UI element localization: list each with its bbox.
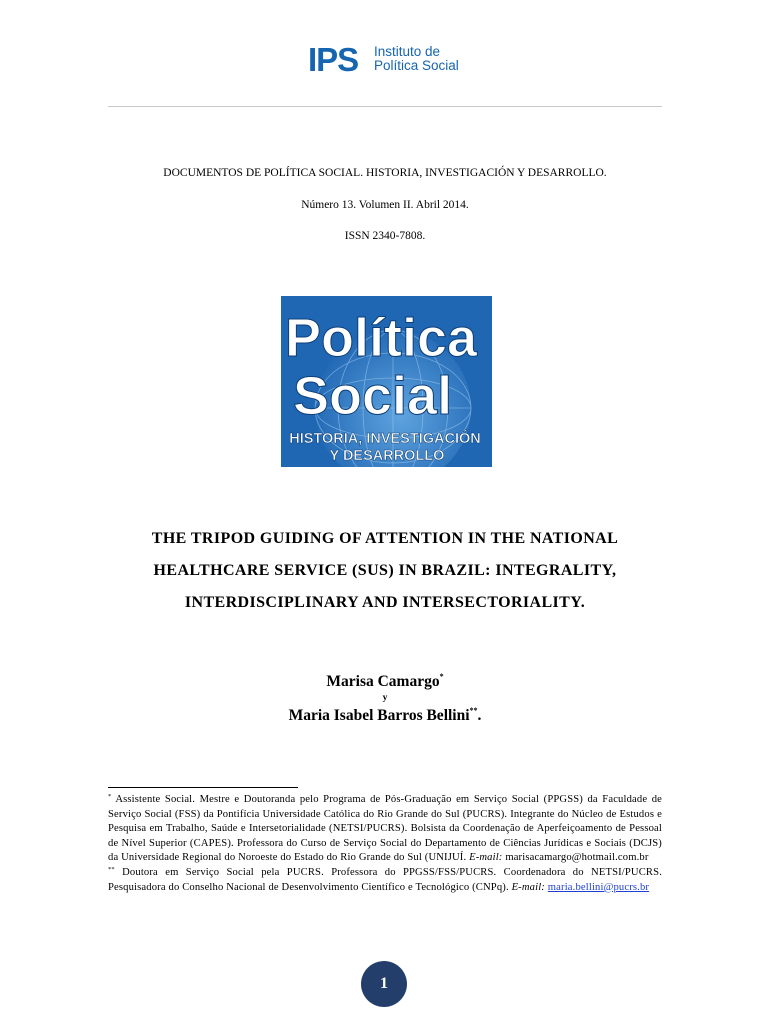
footnote-1: [108, 793, 662, 866]
author-2-name: Maria Isabel Barros Bellini: [288, 707, 470, 724]
journal-cover-image: [281, 296, 492, 467]
article-title: [100, 523, 670, 619]
logo-mark: IPS: [308, 41, 359, 78]
footnote-1-email: marisacamargo@hotmail.com.br: [505, 852, 649, 864]
logo-text: [374, 45, 459, 73]
cover-title-line-1: Política: [285, 308, 478, 368]
footnote-1-email-label: E-mail:: [469, 852, 503, 864]
series-title: DOCUMENTOS DE POLÍTICA SOCIAL. HISTORIA, INVESTIGACIÓN Y DESARROLLO.: [163, 167, 607, 179]
footnote-2: [108, 866, 662, 895]
author-2-mark: **: [469, 706, 478, 715]
cover-subtitle-line-2: Y DESARROLLO: [329, 448, 445, 464]
header-divider: [108, 106, 662, 107]
author-conjunction: y: [382, 693, 388, 703]
footnote-2-text: Doutora em Serviço Social pela PUCRS. Professora do PPGSS/FSS/PUCRS. Coordenadora do NETSI/PUCRS. Pesquisadora do Conselho Nacional de Desenvolvimento Científico e Tecnológico (CNPq).: [108, 866, 662, 893]
author-2-end: .: [477, 707, 482, 724]
footnote-2-email-link[interactable]: maria.bellini@pucrs.br: [547, 881, 650, 893]
author-2: [0, 707, 770, 725]
author-1-mark: *: [439, 672, 444, 681]
logo-line-2: Política Social: [374, 58, 459, 73]
footnote-2-email-label: E-mail:: [511, 881, 545, 893]
footnote-1-text: Assistente Social. Mestre e Doutoranda pelo Programa de Pós-Graduação em Serviço Social (PPGSS) da Faculdade de Serviço Social (FSS) da Pontifícia Universidade Católica do Rio Grande do Sul (PUCRS). Integrante do Núcleo de Estudos e Pesquisa em Trabalho, Saúde e Intersetorialidade (NETSI/PUCRS). Bolsista da Coordenação de Aperfeiçoamento de Pessoal de Nível Superior (CAPES). Professora do Curso de Serviço Social do Departamento de Ciências Jurídicas e Sociais (DCJS) da Universidade Regional do Noroeste do Estado do Rio Grande do Sul (UNIJUÍ.: [108, 794, 662, 864]
cover-subtitle-line-1: HISTORIA, INVESTIGACIÓN: [289, 431, 481, 447]
title-line-3: INTERDISCIPLINARY AND INTERSECTORIALITY.: [184, 594, 586, 611]
author-1-name: Marisa Camargo: [326, 673, 440, 690]
page-number-badge: 1: [361, 961, 407, 1007]
footnote-divider: [108, 787, 298, 788]
footnotes: [108, 793, 662, 895]
footnote-2-mark: **: [108, 865, 115, 873]
title-line-2: HEALTHCARE SERVICE (SUS) IN BRAZIL: INTEGRALITY,: [153, 562, 617, 579]
cover-title-line-2: Social: [293, 366, 453, 426]
logo-line-1: Instituto de: [374, 44, 441, 59]
title-line-1: THE TRIPOD GUIDING OF ATTENTION IN THE NATIONAL: [151, 530, 619, 547]
issue-info: Número 13. Volumen II. Abril 2014.: [301, 199, 469, 211]
footnote-1-mark: *: [108, 793, 112, 800]
issn: ISSN 2340-7808.: [344, 230, 426, 242]
author-1: [0, 673, 770, 691]
